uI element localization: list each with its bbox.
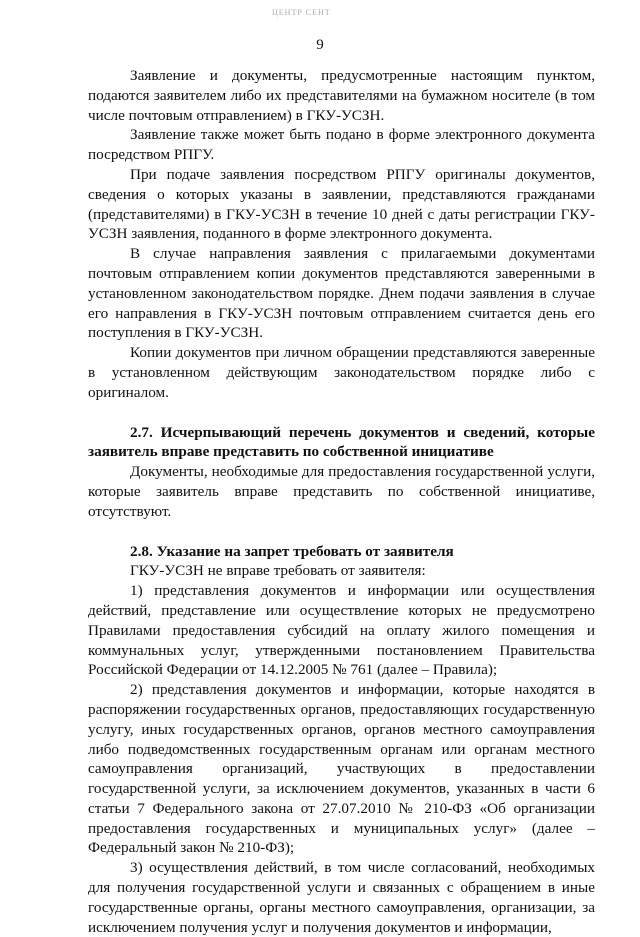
section-heading: 2.7. Исчерпывающий перечень документов и сведений, которые заявитель вправе представить по собственной инициативе: [88, 423, 595, 461]
paragraph: Документы, необходимые для предоставления государственной услуги, которые заявитель вправе представить по собственной инициативе, отсутствуют.: [88, 463, 595, 520]
paragraph: 2) представления документов и информации, которые находятся в распоряжении государственных органов, предоставляющих государственную услугу, иных государственных органов, органов местного самоуправления либо подведомственных государственным органам или органам местного самоуправления организаций, участвующих в предоставлении государственной услуги, за исключением документов, указанных в части 6 статьи 7 Федерального закона от 27.07.2010 № 210-ФЗ «Об организации предоставления государственных и муниципальных услуг» (далее – Федеральный закон № 210-ФЗ);: [88, 681, 595, 857]
paragraph: 1) представления документов и информации или осуществления действий, представление или осуществление которых не предусмотрено Правилами предоставления субсидий на оплату жилого помещения и коммунальных услуг, утвержденными постановлением Правительства Российской Федерации от 14.12.2005 № 761 (далее – Правила);: [88, 582, 595, 679]
paragraph: ГКУ-УСЗН не вправе требовать от заявителя:: [130, 562, 426, 580]
scan-mark: ЦЕНТР СЕНТ: [272, 8, 331, 17]
paragraph: Заявление также может быть подано в форме электронного документа посредством РПГУ.: [88, 126, 595, 164]
section-heading: 2.8. Указание на запрет требовать от заявителя: [130, 542, 454, 560]
section-gap: [88, 403, 595, 423]
paragraph: Копии документов при личном обращении представляются заверенные в установленном действующим законодательством порядке либо с оригиналом.: [88, 344, 595, 401]
paragraph: В случае направления заявления с прилагаемыми документами почтовым отправлением копии документов представляются заверенными в установленном законодательством порядке. Днем подачи заявления в случае его направления в ГКУ-УСЗН почтовым отправлением считается день его поступления в ГКУ-УСЗН.: [88, 245, 595, 342]
paragraph: При подаче заявления посредством РПГУ оригиналы документов, сведения о которых указаны в заявлении, представляются гражданами (представителями) в ГКУ-УСЗН в течение 10 дней с даты регистрации ГКУ-УСЗН заявления, поданного в форме электронного документа.: [88, 165, 595, 243]
paragraph: 3) осуществления действий, в том числе согласований, необходимых для получения государственной услуги и связанных с обращением в иные государственные органы, органы местного самоуправления, организации, за исключением получения услуг и получения документов и информации,: [88, 859, 595, 936]
paragraph: Заявление и документы, предусмотренные настоящим пунктом, подаются заявителем либо их представителями на бумажном носителе (в том числе почтовым отправлением) в ГКУ-УСЗН.: [88, 67, 595, 124]
section-gap: [88, 522, 595, 542]
page-number: 9: [316, 37, 324, 53]
document-body: [88, 66, 595, 937]
